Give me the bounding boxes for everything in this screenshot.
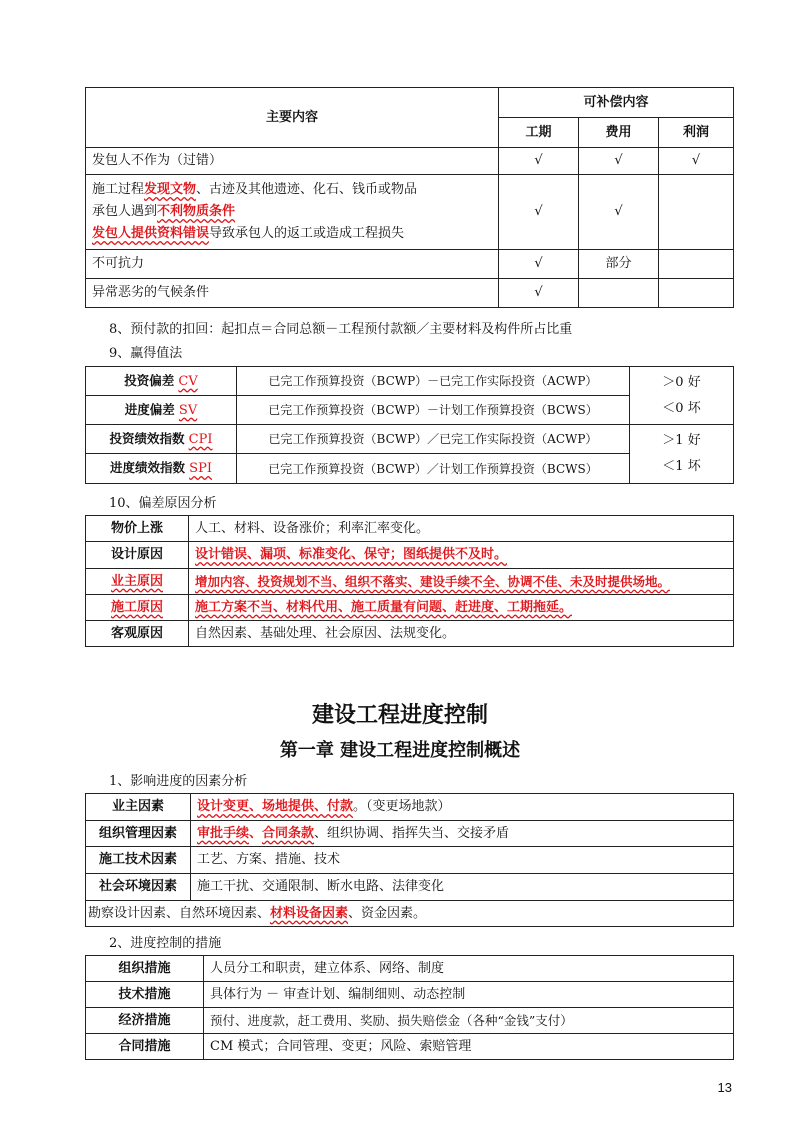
factor-table bbox=[85, 793, 734, 927]
table-row bbox=[86, 569, 734, 595]
table-row bbox=[86, 279, 734, 308]
measure-text: 具体行为 － 审查计划、编制细则、动态控制 bbox=[204, 982, 734, 1008]
cause-label: 业主原因 bbox=[86, 569, 189, 595]
factor-label: 组织管理因素 bbox=[86, 821, 191, 847]
row-text: 施工过程发现文物、古迹及其他遗迹、化石、钱币或物品 承包人遇到不利物质条件 发包人提供资料错误导致承包人的返工或造成工程损失 bbox=[86, 175, 499, 250]
check-mark: √ bbox=[499, 250, 579, 279]
header-compensable: 可补偿内容 bbox=[499, 88, 734, 118]
header-main-content: 主要内容 bbox=[86, 88, 499, 148]
table-row bbox=[86, 847, 734, 874]
measure-text: CM 模式；合同管理、变更；风险、索赔管理 bbox=[204, 1034, 734, 1060]
cause-text: 人工、材料、设备涨价；利率汇率变化。 bbox=[189, 516, 734, 542]
check-mark: √ bbox=[499, 175, 579, 250]
compensation-table bbox=[85, 87, 734, 308]
cause-text: 自然因素、基础处理、社会原因、法规变化。 bbox=[189, 621, 734, 647]
row-text: 发包人不作为（过错） bbox=[86, 148, 499, 175]
table-row bbox=[86, 595, 734, 621]
factor-text: 施工干扰、交通限制、断水电路、法律变化 bbox=[191, 874, 734, 901]
measure-table bbox=[85, 955, 734, 1060]
earned-value-heading: 9、赢得值法 bbox=[109, 346, 183, 361]
table-row bbox=[86, 874, 734, 901]
check-mark: √ bbox=[499, 148, 579, 175]
deviation-cause-heading: 10、偏差原因分析 bbox=[109, 496, 217, 511]
sv-formula: 已完工作预算投资（BCWP）－计划工作预算投资（BCWS） bbox=[237, 396, 630, 425]
table-row bbox=[86, 1008, 734, 1034]
table-row bbox=[86, 542, 734, 569]
table-row bbox=[86, 621, 734, 647]
table-row bbox=[86, 794, 734, 821]
cpi-formula: 已完工作预算投资（BCWP）／已完工作实际投资（ACWP） bbox=[237, 425, 630, 454]
header-profit: 利润 bbox=[659, 118, 734, 148]
cause-text: 施工方案不当、材料代用、施工质量有问题、赶进度、工期拖延。 bbox=[189, 595, 734, 621]
table-row bbox=[86, 982, 734, 1008]
check-mark: √ bbox=[579, 148, 659, 175]
chapter-title: 第一章 建设工程进度控制概述 bbox=[279, 740, 521, 761]
cause-text: 增加内容、投资规划不当、组织不落实、建设手续不全、协调不佳、未及时提供场地。 bbox=[189, 569, 734, 595]
factor-label: 业主因素 bbox=[86, 794, 191, 821]
cause-label: 施工原因 bbox=[86, 595, 189, 621]
factor-text: 设计变更、场地提供、付款。（变更场地款） bbox=[191, 794, 734, 821]
cause-label: 物价上涨 bbox=[86, 516, 189, 542]
table-row bbox=[86, 956, 734, 982]
row-text: 异常恶劣的气候条件 bbox=[86, 279, 499, 308]
partial-text: 部分 bbox=[579, 250, 659, 279]
advance-payment-line: 8、预付款的扣回：起扣点＝合同总额－工程预付款额／主要材料及构件所占比重 bbox=[109, 322, 573, 337]
cv-formula: 已完工作预算投资（BCWP）－已完工作实际投资（ACWP） bbox=[237, 367, 630, 396]
measure-label: 合同措施 bbox=[86, 1034, 204, 1060]
check-mark: √ bbox=[579, 175, 659, 250]
deviation-rule: ＞0 好 ＜0 坏 bbox=[630, 367, 734, 425]
measure-text: 人员分工和职责，建立体系、网络、制度 bbox=[204, 956, 734, 982]
table-row bbox=[86, 1034, 734, 1060]
cv-label: 投资偏差 CV bbox=[86, 367, 237, 396]
factor-label: 施工技术因素 bbox=[86, 847, 191, 874]
spi-label: 进度绩效指数 SPI bbox=[86, 454, 237, 484]
table-row bbox=[86, 821, 734, 847]
table-row bbox=[86, 250, 734, 279]
deviation-cause-table bbox=[85, 515, 734, 647]
measure-label: 经济措施 bbox=[86, 1008, 204, 1034]
table-row bbox=[86, 175, 734, 250]
cause-text: 设计错误、漏项、标准变化、保守；图纸提供不及时。 bbox=[189, 542, 734, 569]
measures-heading: 2、进度控制的措施 bbox=[109, 936, 222, 951]
table-row bbox=[86, 367, 734, 396]
measure-label: 技术措施 bbox=[86, 982, 204, 1008]
table-row bbox=[86, 901, 734, 927]
measure-text: 预付、进度款，赶工费用、奖励、损失赔偿金（各种“金钱”支付） bbox=[204, 1008, 734, 1034]
sv-label: 进度偏差 SV bbox=[86, 396, 237, 425]
check-mark: √ bbox=[499, 279, 579, 308]
table-row bbox=[86, 516, 734, 542]
factor-label: 社会环境因素 bbox=[86, 874, 191, 901]
measure-label: 组织措施 bbox=[86, 956, 204, 982]
header-cost: 费用 bbox=[579, 118, 659, 148]
main-title: 建设工程进度控制 bbox=[311, 703, 488, 728]
cause-label: 设计原因 bbox=[86, 542, 189, 569]
index-rule: ＞1 好 ＜1 坏 bbox=[630, 425, 734, 484]
factor-text: 工艺、方案、措施、技术 bbox=[191, 847, 734, 874]
factor-text: 勘察设计因素、自然环境因素、材料设备因素、资金因素。 bbox=[86, 901, 734, 927]
page-number: 13 bbox=[717, 1080, 732, 1095]
header-time: 工期 bbox=[499, 118, 579, 148]
table-row bbox=[86, 425, 734, 454]
factors-heading: 1、影响进度的因素分析 bbox=[109, 774, 248, 789]
cause-label: 客观原因 bbox=[86, 621, 189, 647]
table-row bbox=[86, 148, 734, 175]
earned-value-table bbox=[85, 366, 734, 484]
factor-text: 审批手续、合同条款、组织协调、指挥失当、交接矛盾 bbox=[191, 821, 734, 847]
cpi-label: 投资绩效指数 CPI bbox=[86, 425, 237, 454]
spi-formula: 已完工作预算投资（BCWP）／计划工作预算投资（BCWS） bbox=[237, 454, 630, 484]
check-mark: √ bbox=[659, 148, 734, 175]
row-text: 不可抗力 bbox=[86, 250, 499, 279]
